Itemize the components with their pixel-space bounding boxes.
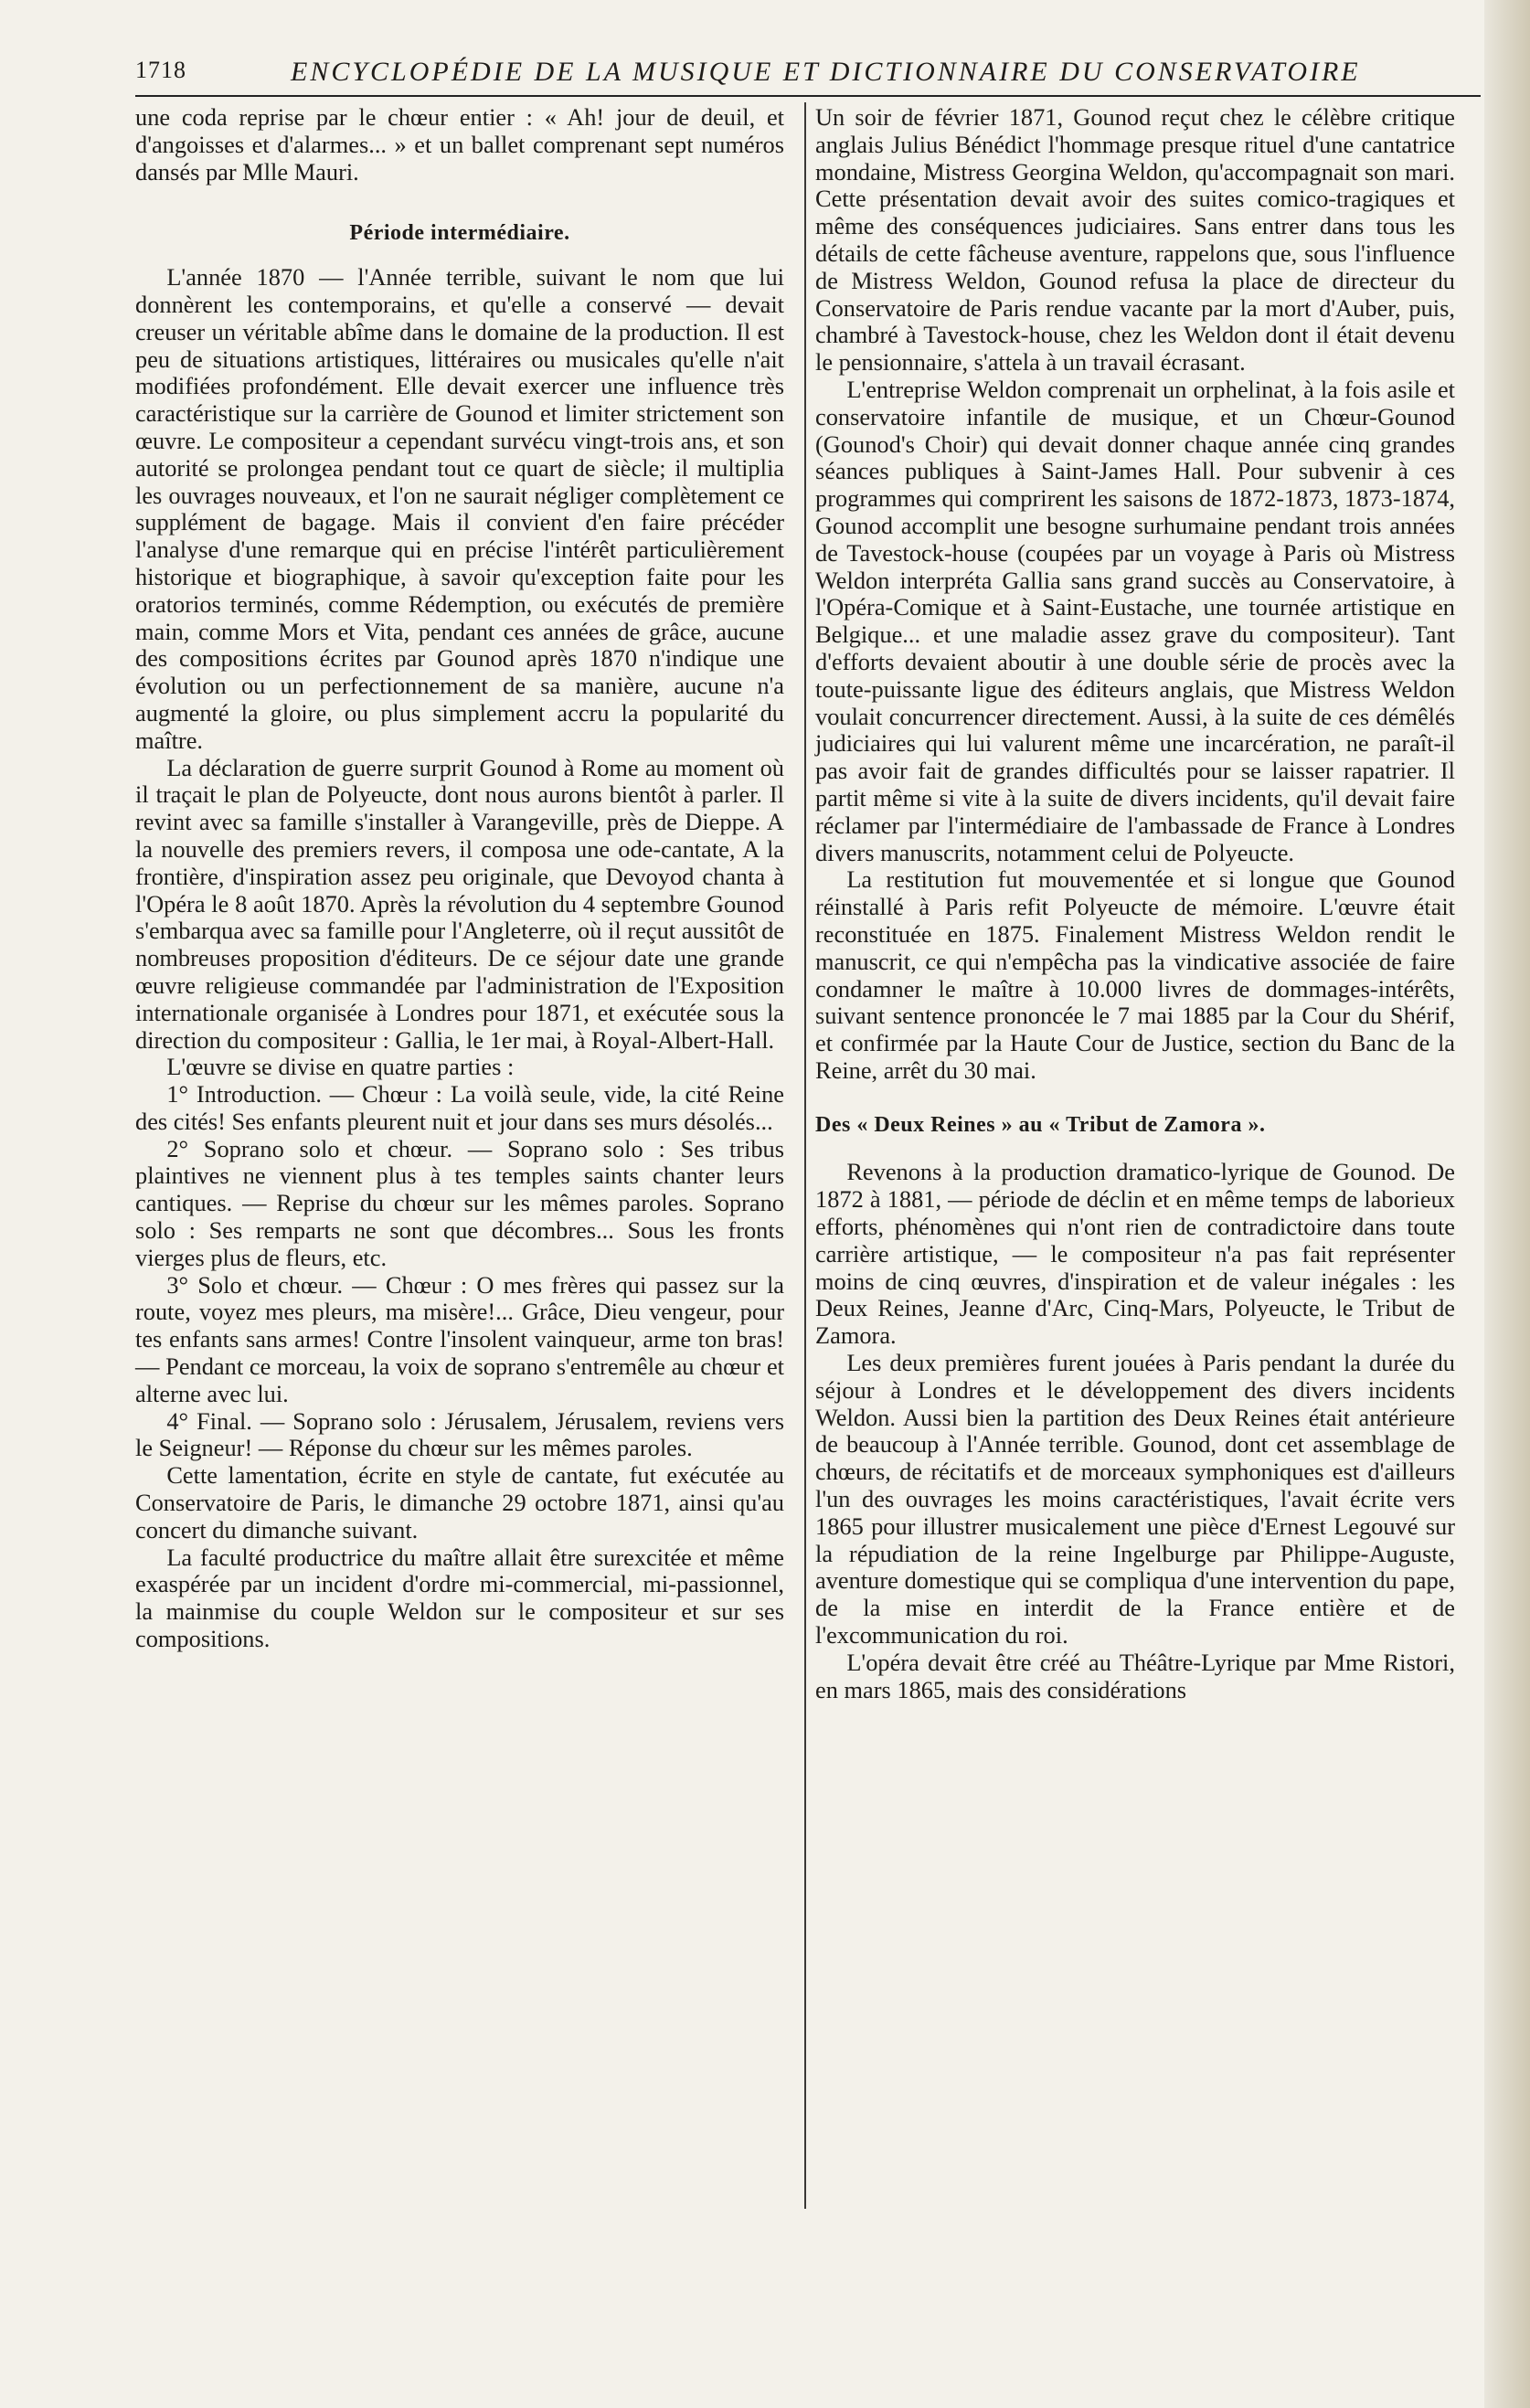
- paragraph: L'entreprise Weldon comprenait un orphelinat, à la fois asile et conservatoire infantile de musique, et un Chœur-Gounod (Gounod's Choir) qui devait donner chaque année cinq grandes séances publiques à Saint-James Hall. Pour subvenir à ces programmes qui comprirent les saisons de 1872-1873, 1873-1874, Gounod accomplit une besogne surhumaine pendant trois années de Tavestock-house (coupées par un voyage à Paris où Mistress Weldon interpréta Gallia sans grand succès au Conservatoire, à l'Opéra-Comique et à Saint-Eustache, une tournée artistique en Belgique... et une maladie assez grave du compositeur). Tant d'efforts devaient aboutir à une double série de procès avec la toute-puissante ligue des éditeurs anglais, que Mistress Weldon voulait concurrencer directement. Aussi, à la suite de ces démêlés judiciaires qui lui valurent même une incarcération, ne paraît-il pas avoir fait de grandes difficultés pour se laisser rapatrier. Il partit même si vite à la suite de divers incidents, qu'il devait faire réclamer par l'intermédiaire de l'ambassade de France à Londres divers manuscrits, notamment celui de Polyeucte.: [815, 375, 1455, 866]
- running-title: ENCYCLOPÉDIE DE LA MUSIQUE ET DICTIONNAIRE DU CONSERVATOIRE: [291, 57, 1361, 87]
- paragraph: L'opéra devait être créé au Théâtre-Lyrique par Mme Ristori, en mars 1865, mais des considérations: [815, 1648, 1455, 1703]
- column-divider: [804, 102, 806, 2209]
- paragraph: une coda reprise par le chœur entier : « Ah! jour de deuil, et d'angoisses et d'alarmes... » et un ballet comprenant sept numéros dansés par Mlle Mauri.: [135, 103, 784, 186]
- page-header: [135, 57, 1360, 93]
- page-number: 1718: [135, 57, 186, 83]
- left-column: [135, 104, 784, 1653]
- section-heading: Des « Deux Reines » au « Tribut de Zamora ».: [815, 1112, 1266, 1137]
- paragraph: L'œuvre se divise en quatre parties :: [166, 1053, 515, 1081]
- paragraph: Les deux premières furent jouées à Paris pendant la durée du séjour à Londres et le développement des divers incidents Weldon. Aussi bien la partition des Deux Reines était antérieure de beaucoup à l'Année terrible. Gounod, dont cet assemblage de chœurs, de récitatifs et de morceaux symphoniques est d'ailleurs l'un des ouvrages les moins caractéristiques, l'avait écrite vers 1865 pour illustrer musicalement une pièce d'Ernest Legouvé sur la répudiation de la reine Ingelburge par Philippe-Auguste, aventure domestique qui se compliqua d'une intervention du pape, de la mise en interdit de la France entière et de l'excommunication du roi.: [815, 1349, 1455, 1650]
- paragraph: Un soir de février 1871, Gounod reçut chez le célèbre critique anglais Julius Bénédict l'hommage presque rituel d'une cantatrice mondaine, Mistress Georgina Weldon, qu'accompagnait son mari. Cette présentation devait avoir des suites comico-tragiques et même des conséquences judiciaires. Sans entrer dans tous les détails de cette fâcheuse aventure, rappelons que, sous l'influence de Mistress Weldon, Gounod refusa la place de directeur du Conservatoire de Paris rendue vacante par la mort d'Auber, puis, chambré à Tavestock-house, chez les Weldon dont il était devenu le pensionnaire, s'attela à un travail écrasant.: [815, 103, 1455, 377]
- paragraph: Cette lamentation, écrite en style de cantate, fut exécutée au Conservatoire de Paris, le dimanche 29 octobre 1871, ainsi qu'au concert du dimanche suivant.: [135, 1461, 784, 1543]
- paragraph: La faculté productrice du maître allait être surexcitée et même exaspérée par un incident d'ordre mi-commercial, mi-passionnel, la mainmise du couple Weldon sur le compositeur et sur ses compositions.: [135, 1543, 784, 1653]
- paragraph: 4° Final. — Soprano solo : Jérusalem, Jérusalem, reviens vers le Seigneur! — Réponse du chœur sur les mêmes paroles.: [135, 1406, 784, 1462]
- paragraph: 1° Introduction. — Chœur : La voilà seule, vide, la cité Reine des cités! Ses enfants pleurent nuit et jour dans ses murs désolés...: [135, 1080, 784, 1135]
- scan-shadow-edge: [1484, 0, 1530, 2408]
- paragraph: Revenons à la production dramatico-lyrique de Gounod. De 1872 à 1881, — période de déclin et en même temps de laborieux efforts, phénomènes qui n'ont rien de contradictoire dans toute carrière artistique, — le compositeur n'a pas fait représenter moins de cinq œuvres, d'inspiration et de valeur inégales : les Deux Reines, Jeanne d'Arc, Cinq-Mars, Polyeucte, le Tribut de Zamora.: [815, 1158, 1455, 1350]
- paragraph: La déclaration de guerre surprit Gounod à Rome au moment où il traçait le plan de Polyeucte, dont nous aurons bientôt à parler. Il revint avec sa famille s'installer à Varangeville, près de Dieppe. A la nouvelle des premiers revers, il composa une ode-cantate, A la frontière, d'inspiration assez peu originale, que Devoyod chanta à l'Opéra le 8 août 1870. Après la révolution du 4 septembre Gounod s'embarqua avec sa famille pour l'Angleterre, où il reçut aussitôt de nombreuses proposition d'éditeurs. De ce séjour date une grande œuvre religieuse commandée par l'administration de l'Exposition internationale organisée à Londres pour 1871, et exécutée sous la direction du compositeur : Gallia, le 1er mai, à Royal-Albert-Hall.: [135, 753, 784, 1054]
- header-rule: [135, 95, 1481, 97]
- paragraph: La restitution fut mouvementée et si longue que Gounod réinstallé à Paris refit Polyeucte de mémoire. L'œuvre était reconstituée en 1875. Finalement Mistress Weldon rendit le manuscrit, ce qui n'empêcha pas la vindicative associée de faire condamner le maître à 10.000 livres de dommages-intérêts, suivant sentence prononcée le 7 mai 1885 par la Cour du Shérif, et confirmée par la Haute Cour de Justice, section du Banc de la Reine, arrêt du 30 mai.: [815, 865, 1455, 1084]
- paragraph: L'année 1870 — l'Année terrible, suivant le nom que lui donnèrent les contemporains, et qu'elle a conservé — devait creuser un véritable abîme dans le domaine de la production. Il est peu de situations artistiques, littéraires ou musicales qu'elle n'ait modifiées profondément. Elle devait exercer une influence très caractéristique sur la carrière de Gounod et limiter strictement son œuvre. Le compositeur a cependant survécu vingt-trois ans, et son autorité se prolongea pendant tout ce quart de siècle; il multiplia les ouvrages nouveaux, et l'on ne saurait négliger complètement ce supplément de bagage. Mais il convient d'en faire précéder l'analyse d'une remarque qui en précise l'intérêt particulièrement historique et biographique, à savoir qu'exception faite pour les oratorios terminés, comme Rédemption, ou exécutés de première main, comme Mors et Vita, pendant ces années de grâce, aucune des compositions écrites par Gounod après 1870 n'indique une évolution ou un perfectionnement de sa manière, aucune n'a augmenté la gloire, ou plus simplement accru la popularité du maître.: [135, 263, 784, 754]
- paragraph: 3° Solo et chœur. — Chœur : O mes frères qui passez sur la route, voyez mes pleurs, ma misère!... Grâce, Dieu vengeur, pour tes enfants sans armes! Contre l'insolent vainqueur, arme ton bras! — Pendant ce morceau, la voix de soprano s'entremêle au chœur et alterne avec lui.: [135, 1270, 784, 1407]
- section-heading: Période intermédiaire.: [349, 221, 570, 246]
- right-column: [815, 104, 1455, 1703]
- paragraph: 2° Soprano solo et chœur. — Soprano solo : Ses tribus plaintives ne viennent plus à tes temples saints chanter leurs cantiques. — Reprise du chœur sur les mêmes paroles. Soprano solo : Ses remparts ne sont que décombres... Sous les fronts vierges plus de fleurs, etc.: [135, 1134, 784, 1271]
